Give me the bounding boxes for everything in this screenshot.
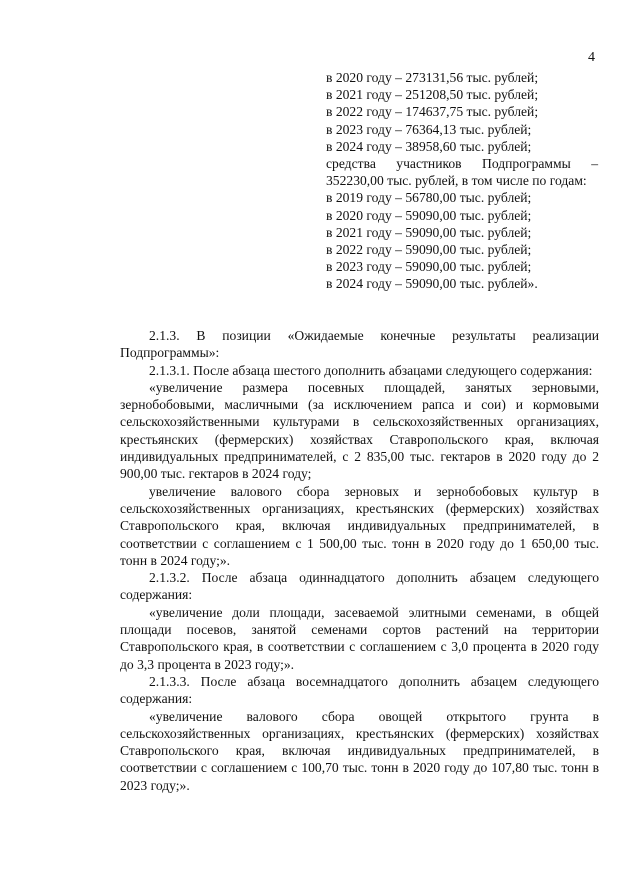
funding-year-2023: в 2023 году – 76364,13 тыс. рублей; — [326, 121, 532, 137]
document-body — [120, 327, 599, 794]
funding-year-2024: в 2024 году – 38958,60 тыс. рублей; — [326, 138, 532, 154]
participants-funds: средства участников Подпрограммы – 352230,00 тыс. рублей, в том числе по годам: — [326, 155, 598, 189]
participants-year-2021: в 2021 году – 59090,00 тыс. рублей; — [326, 224, 532, 240]
section-2-1-3-3-heading: 2.1.3.3. После абзаца восемнадцатого дополнить абзацем следующего содержания: — [120, 673, 599, 707]
participants-year-2023: в 2023 году – 59090,00 тыс. рублей; — [326, 259, 532, 275]
section-2-1-3-heading: 2.1.3. В позиции «Ожидаемые конечные результаты реализации Подпрограммы»: — [120, 328, 599, 361]
participants-year-2024: в 2024 году – 59090,00 тыс. рублей». — [326, 276, 538, 292]
funding-year-2022: в 2022 году – 174637,75 тыс. рублей; — [326, 104, 539, 120]
participants-year-2020: в 2020 году – 59090,00 тыс. рублей; — [326, 207, 532, 223]
funding-list — [326, 69, 598, 292]
participants-year-2022: в 2022 году – 59090,00 тыс. рублей; — [326, 241, 532, 257]
quote-vegetable-harvest: «увеличение валового сбора овощей открытого грунта в сельскохозяйственных организациях, крестьянских (фермерских) хозяйствах Ставропольского края, включая индивидуальных предпринимателей, в соответствии с соглашением с 100,70 тыс. тонн в 2020 году до 107,80 тыс. тонн в 2023 году;». — [120, 708, 599, 793]
quote-sown-area: «увеличение размера посевных площадей, занятых зерновыми, зернобобовыми, масличными (за исключением рапса и сои) и кормовыми сельскохозяйственными культурами в сельскохозяйственных организациях, крестьянских (фермерских) хозяйствах Ставропольского края, включая индивидуальных предпринимателей, с 2 835,00 тыс. гектаров в 2020 году до 2 900,00 тыс. гектаров в 2024 году; — [120, 379, 599, 482]
participants-year-2019: в 2019 году – 56780,00 тыс. рублей; — [326, 190, 532, 206]
section-2-1-3-2-heading: 2.1.3.2. После абзаца одиннадцатого дополнить абзацем следующего содержания: — [120, 570, 599, 603]
quote-elite-seeds: «увеличение доли площади, засеваемой элитными семенами, в общей площади посевов, занятой семенами сортов растений на территории Ставропольского края, в соответствии с соглашением с 3,0 процента в 2020 году до 3,3 процента в 2023 году;». — [120, 604, 599, 672]
section-2-1-3-1-heading: 2.1.3.1. После абзаца шестого дополнить абзацами следующего содержания: — [149, 362, 593, 378]
funding-year-2021: в 2021 году – 251208,50 тыс. рублей; — [326, 87, 539, 103]
funding-year-2020: в 2020 году – 273131,56 тыс. рублей; — [326, 70, 539, 85]
page-number: 4 — [588, 50, 595, 65]
quote-grain-harvest: увеличение валового сбора зерновых и зернобобовых культур в сельскохозяйственных организациях, крестьянских (фермерских) хозяйствах Ставропольского края, включая индивидуальных предпринимателей, в соответствии с соглашением с 1 500,00 тыс. тонн в 2020 году до 1 650,00 тыс. тонн в 2024 году;». — [120, 483, 599, 568]
